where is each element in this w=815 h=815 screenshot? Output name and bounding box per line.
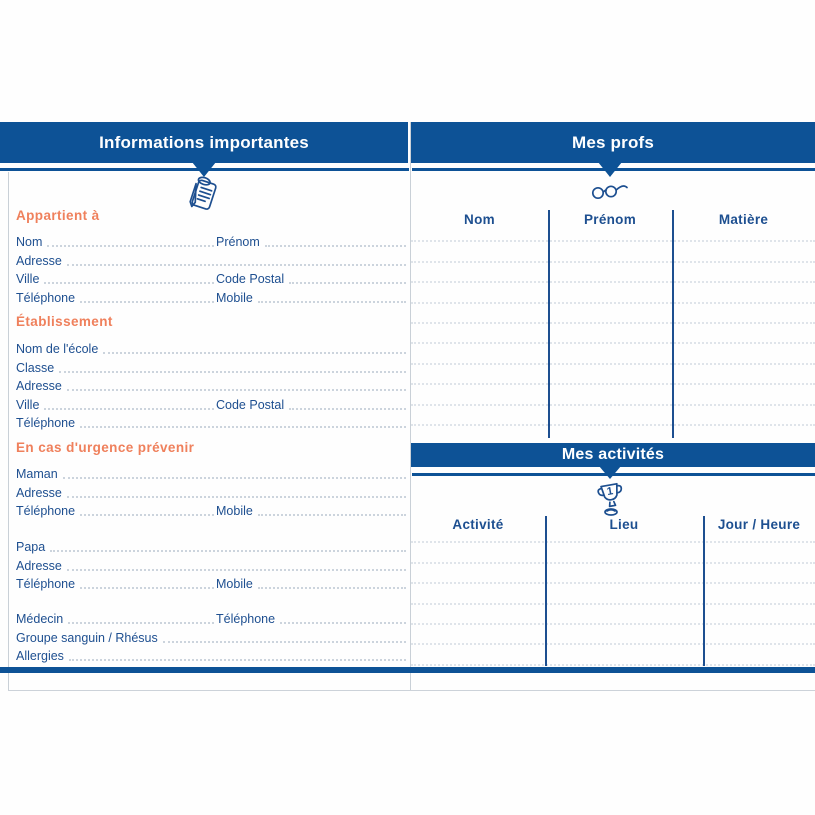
column-header: Lieu [609, 517, 639, 532]
empty-dotted-row [411, 365, 815, 385]
fill-in-line [50, 549, 406, 552]
empty-dotted-row [411, 304, 815, 324]
banner-pointer [598, 162, 622, 177]
fill-in-line [258, 513, 406, 516]
trophy-icon [592, 479, 630, 522]
empty-dotted-row [411, 584, 815, 604]
field-label: Nom de l'école [16, 342, 99, 357]
glasses-icon [587, 178, 633, 207]
field-row [16, 464, 408, 482]
table-column-line [545, 516, 547, 666]
activities-banner [411, 443, 815, 467]
empty-dotted-row [411, 263, 815, 283]
fill-in-line [80, 586, 214, 589]
fill-in-line [68, 621, 214, 624]
column-header: Matière [718, 212, 769, 227]
field-row [16, 413, 408, 431]
fill-in-line [47, 244, 214, 247]
field-label: Ville [16, 397, 40, 412]
field-label: Adresse [16, 558, 62, 573]
field-label: Médecin [16, 612, 64, 627]
empty-dotted-row [411, 406, 815, 426]
teachers-empty-rows [411, 222, 815, 446]
field-label: Maman [16, 467, 58, 482]
bottom-page-border [8, 690, 815, 691]
fill-in-line [163, 640, 406, 643]
empty-dotted-row [411, 564, 815, 584]
fill-in-line [103, 351, 406, 354]
field-label: Code Postal [216, 272, 285, 287]
empty-dotted-row [411, 625, 815, 645]
banner-pointer [599, 466, 621, 479]
school-fields [16, 339, 408, 431]
fill-in-line [59, 370, 406, 373]
field-row [16, 609, 408, 627]
column-header: Prénom [583, 212, 637, 227]
fill-in-line [67, 495, 406, 498]
field-row [16, 627, 408, 645]
section-heading: En cas d'urgence prévenir [16, 440, 195, 455]
fill-in-line [289, 407, 406, 410]
field-row [16, 269, 408, 287]
field-row [16, 537, 408, 555]
fill-in-line [289, 281, 406, 284]
teachers-table-header [411, 212, 815, 227]
field-label: Prénom [216, 235, 260, 250]
field-row [16, 555, 408, 573]
column-header: Activité [452, 517, 504, 532]
teachers-banner [411, 122, 815, 163]
field-row [16, 232, 408, 250]
field-label: Adresse [16, 253, 62, 268]
field-label: Adresse [16, 485, 62, 500]
field-row [16, 501, 408, 519]
field-label: Téléphone [16, 577, 76, 592]
fill-in-line [258, 300, 406, 303]
panel-title: Mes activités [561, 446, 665, 463]
fill-in-line [67, 388, 406, 391]
field-label: Allergies [16, 649, 64, 664]
table-column-line [703, 516, 705, 666]
field-row [16, 394, 408, 412]
field-row [16, 482, 408, 500]
emergency-mother-fields [16, 464, 408, 519]
empty-dotted-row [411, 324, 815, 344]
fill-in-line [44, 407, 214, 410]
empty-dotted-row [411, 283, 815, 303]
field-label: Téléphone [16, 504, 76, 519]
table-column-line [672, 210, 674, 438]
field-row [16, 646, 408, 664]
fill-in-line [80, 513, 214, 516]
field-label: Téléphone [16, 290, 76, 305]
fill-in-line [44, 281, 214, 284]
empty-dotted-row [411, 385, 815, 405]
column-header: Jour / Heure [717, 517, 801, 532]
teachers-activities-panel [411, 122, 815, 690]
field-label: Téléphone [216, 612, 276, 627]
fill-in-line [265, 244, 406, 247]
page-content [0, 122, 815, 702]
field-row [16, 376, 408, 394]
field-row [16, 574, 408, 592]
field-label: Nom [16, 235, 43, 250]
field-label: Code Postal [216, 397, 285, 412]
field-label: Mobile [216, 577, 253, 592]
svg-text:1: 1 [605, 485, 615, 499]
field-label: Classe [16, 360, 55, 375]
fill-in-line [67, 568, 406, 571]
field-row [16, 287, 408, 305]
field-label: Ville [16, 272, 40, 287]
activities-empty-rows [411, 523, 815, 666]
field-row [16, 250, 408, 268]
important-info-panel [0, 122, 410, 690]
field-label: Mobile [216, 504, 253, 519]
emergency-father-fields [16, 537, 408, 592]
bottom-thick-rule [0, 667, 815, 673]
owner-fields [16, 232, 408, 306]
field-label: Papa [16, 540, 46, 555]
table-column-line [548, 210, 550, 438]
emergency-medical-fields [16, 609, 408, 664]
important-info-banner [0, 122, 408, 163]
fill-in-line [258, 586, 406, 589]
section-heading: Appartient à [16, 208, 100, 223]
empty-dotted-row [411, 645, 815, 665]
fill-in-line [80, 425, 406, 428]
empty-dotted-row [411, 605, 815, 625]
field-row [16, 357, 408, 375]
fill-in-line [80, 300, 214, 303]
empty-dotted-row [411, 242, 815, 262]
column-header: Nom [464, 212, 495, 227]
field-label: Mobile [216, 290, 253, 305]
notepad-pencil-icon [184, 175, 226, 220]
panel-title: Informations importantes [99, 132, 309, 152]
fill-in-line [63, 476, 406, 479]
section-heading: Établissement [16, 314, 113, 329]
field-label: Groupe sanguin / Rhésus [16, 630, 158, 645]
field-row [16, 339, 408, 357]
fill-in-line [280, 621, 406, 624]
field-label: Adresse [16, 379, 62, 394]
empty-dotted-row [411, 543, 815, 563]
fill-in-line [69, 658, 406, 661]
field-label: Téléphone [16, 415, 76, 430]
fill-in-line [67, 263, 406, 266]
empty-dotted-row [411, 344, 815, 364]
panel-title: Mes profs [571, 132, 655, 152]
